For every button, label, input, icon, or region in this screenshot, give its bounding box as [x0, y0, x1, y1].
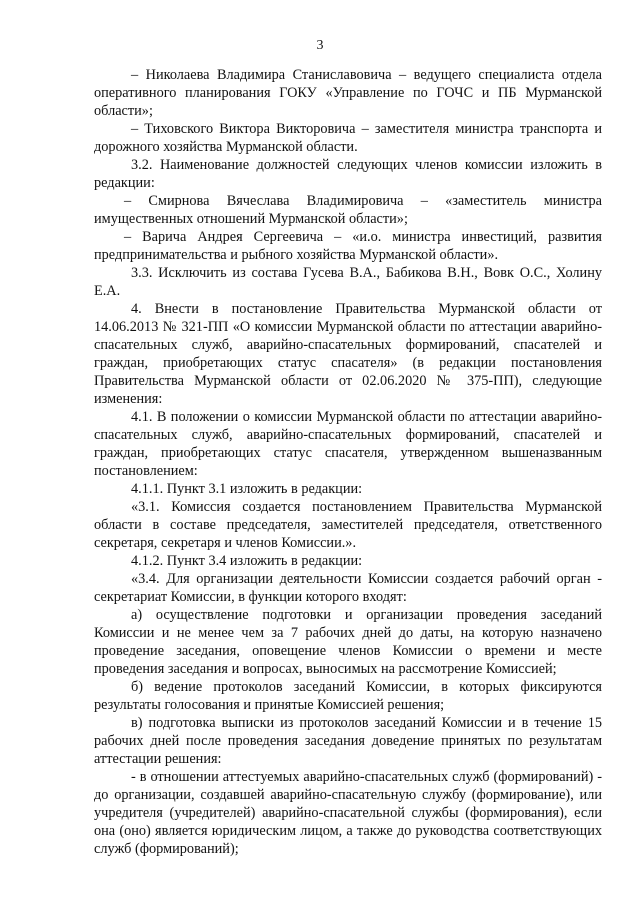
paragraph: 3.2. Наименование должностей следующих членов комиссии изложить в редакции: — [94, 157, 602, 191]
paragraph: 4.1.2. Пункт 3.4 изложить в редакции: — [131, 553, 363, 569]
paragraph: – Тиховского Виктора Викторовича – заместителя министра транспорта и дорожного хозяйства Мурманской области. — [94, 121, 602, 155]
paragraph: – Николаева Владимира Станиславовича – ведущего специалиста отдела оперативного планирования ГОКУ «Управление по ГОЧС и ПБ Мурманской области»; — [94, 67, 602, 119]
paragraph: 3.3. Исключить из состава Гусева В.А., Бабикова В.Н., Вовк О.С., Холину Е.А. — [94, 265, 602, 299]
paragraph: 4.1. В положении о комиссии Мурманской области по аттестации аварийно-спасательных служб, аварийно-спасательных формирований, спасателей и граждан, приобретающих статус спасателя, утвержденном вышеназванным постановлением: — [94, 409, 602, 479]
paragraph: «3.1. Комиссия создается постановлением Правительства Мурманской области в составе председателя, заместителей председателя, ответственного секретаря, секретаря и членов Комиссии.». — [94, 499, 602, 551]
paragraph: а) осуществление подготовки и организации проведения заседаний Комиссии и не менее чем за 7 рабочих дней до даты, на которую назначено проведение заседания, оповещение членов Комиссии о времени и месте проведения заседания и вопросах, выносимых на рассмотрение Комиссией; — [94, 607, 602, 677]
paragraph: – Смирнова Вячеслава Владимировича – «заместитель министра имущественных отношений Мурманской области»; — [94, 193, 602, 227]
paragraph: «3.4. Для организации деятельности Комиссии создается рабочий орган - секретариат Комиссии, в функции которого входят: — [94, 571, 602, 605]
document-body — [94, 66, 602, 858]
paragraph: в) подготовка выписки из протоколов заседаний Комиссии и в течение 15 рабочих дней после проведения заседания доведение принятых по результатам аттестации решения: — [94, 715, 602, 767]
page-number: 3 — [316, 38, 324, 53]
paragraph: 4. Внести в постановление Правительства Мурманской области от 14.06.2013 № 321-ПП «О комиссии Мурманской области по аттестации аварийно-спасательных служб, аварийно-спасательных формирований, спасателей и граждан, приобретающих статус спасателя» (в редакции постановления Правительства Мурманской области от 02.06.2020 № 375-ПП), следующие изменения: — [94, 301, 602, 407]
paragraph: 4.1.1. Пункт 3.1 изложить в редакции: — [131, 481, 363, 497]
paragraph: б) ведение протоколов заседаний Комиссии, в которых фиксируются результаты голосования и принятые Комиссией решения; — [94, 679, 602, 713]
paragraph: - в отношении аттестуемых аварийно-спасательных служб (формирований) - до организации, создавшей аварийно-спасательную службу (формирование), или учредителя (учредителей) аварийно-спасательной службы (формирования), если она (оно) является юридическим лицом, а также до руководства соответствующих служб (формирований); — [94, 769, 602, 857]
paragraph: – Варича Андрея Сергеевича – «и.о. министра инвестиций, развития предпринимательства и рыбного хозяйства Мурманской области». — [94, 229, 602, 263]
